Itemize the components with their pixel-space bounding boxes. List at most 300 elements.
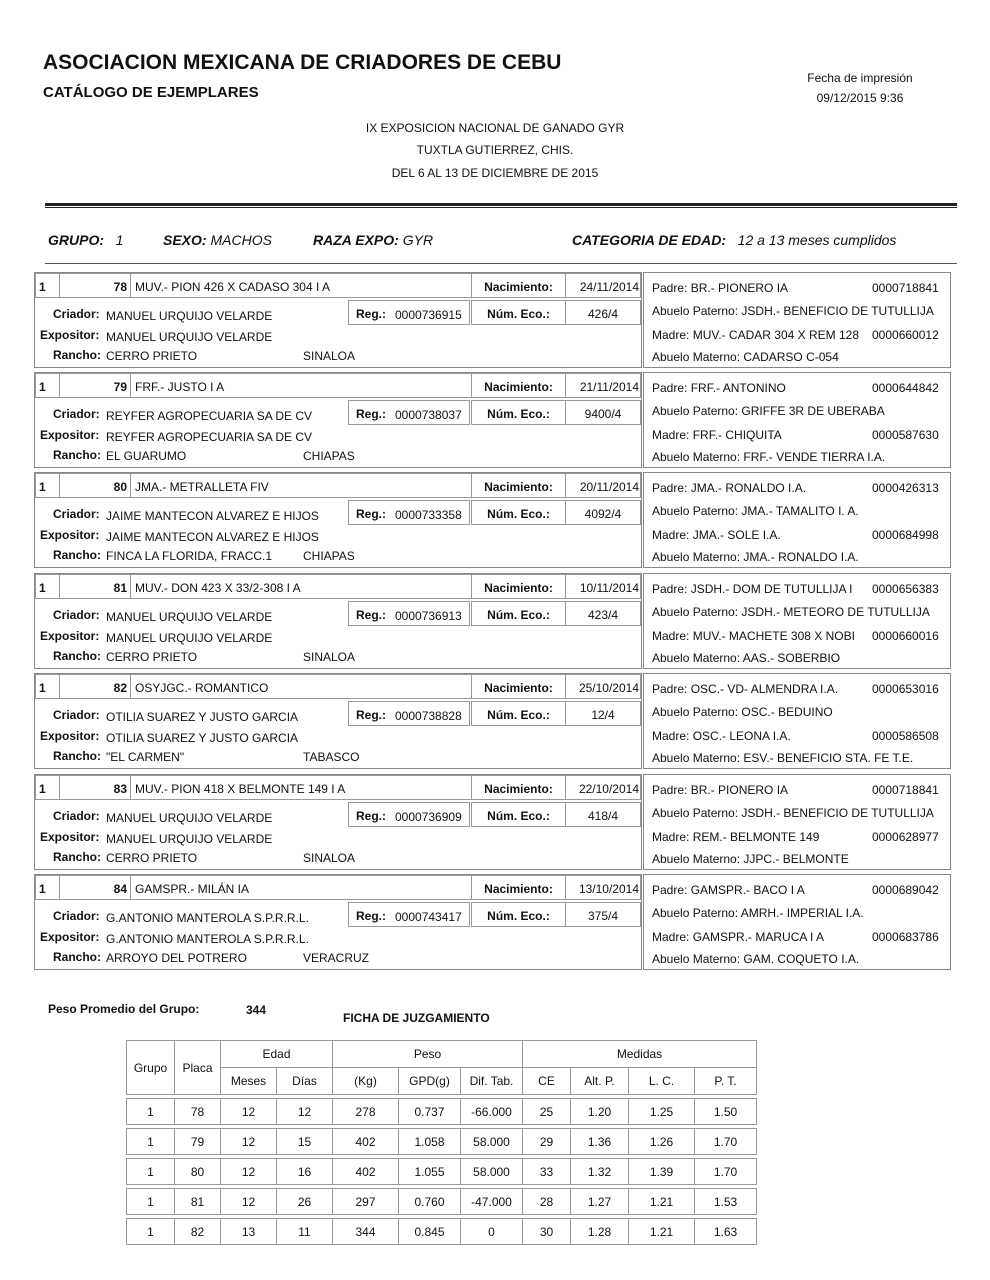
th-dif: Dif. Tab. (461, 1068, 523, 1095)
pedigree-padre (652, 883, 868, 897)
abuelo-materno-value: GAM. COQUETO I.A. (743, 952, 860, 966)
criador-label: Criador: (53, 507, 100, 521)
madre-reg: 0000684998 (872, 528, 939, 542)
th-placa: Placa (175, 1041, 221, 1095)
pedigree-abuelo-materno (652, 450, 948, 464)
record-main-panel (34, 372, 642, 468)
nacimiento-label: Nacimiento: (471, 775, 566, 800)
table-cell: 1.70 (695, 1129, 757, 1155)
table-cell: 297 (333, 1189, 399, 1215)
record-grupo: 1 (35, 574, 60, 599)
record-expositor: REYFER AGROPECUARIA SA DE CV (106, 430, 313, 444)
padre-label: Padre: (652, 582, 688, 596)
abuelo-materno-label: Abuelo Materno: (652, 852, 741, 866)
padre-value: BR.- PIONERO IA (690, 281, 789, 295)
table-cell: 33 (523, 1159, 571, 1185)
filter-grupo: GRUPO: 1 (48, 232, 124, 248)
abuelo-paterno-value: JSDH.- BENEFICIO DE TUTULLIJA (741, 806, 934, 820)
abuelo-paterno-value: JMA.- TAMALITO I. A. (741, 504, 859, 518)
madre-label: Madre: (652, 830, 690, 844)
filter-categoria: CATEGORIA DE EDAD: 12 a 13 meses cumplidos (572, 232, 897, 248)
pedigree-abuelo-materno (652, 852, 948, 866)
nacimiento-label: Nacimiento: (471, 373, 566, 398)
record-78 (34, 272, 951, 368)
th-dias: Días (277, 1068, 333, 1095)
record-estado: SINALOA (303, 650, 356, 664)
abuelo-materno-value: AAS.- SOBERBIO (742, 651, 841, 665)
padre-reg: 0000644842 (872, 381, 939, 395)
abuelo-paterno-value: OSC.- BEDUINO (741, 705, 833, 719)
num-eco-label: Núm. Eco.: (471, 802, 566, 827)
madre-value: MUV.- MACHETE 308 X NOBI (692, 629, 855, 643)
num-eco-label: Núm. Eco.: (471, 701, 566, 726)
th-kg: (Kg) (333, 1068, 399, 1095)
abuelo-paterno-label: Abuelo Paterno: (652, 806, 739, 820)
th-medidas: Medidas (523, 1041, 757, 1068)
madre-value: OSC.- LEONA I.A. (692, 729, 791, 743)
madre-reg: 0000586508 (872, 729, 939, 743)
record-reg: 0000738037 (395, 408, 462, 422)
criador-label: Criador: (53, 407, 100, 421)
record-estado: VERACRUZ (303, 951, 370, 965)
pedigree-abuelo-materno (652, 651, 948, 665)
padre-value: OSC.- VD- ALMENDRA I.A. (690, 682, 839, 696)
th-peso: Peso (333, 1041, 523, 1068)
table-cell: 1.70 (695, 1159, 757, 1185)
padre-label: Padre: (652, 682, 688, 696)
record-rancho: CERRO PRIETO (106, 349, 198, 363)
record-placa: 83 (59, 775, 131, 800)
table-row (127, 1159, 757, 1185)
table-cell: 28 (523, 1189, 571, 1215)
table-cell: 58.000 (461, 1129, 523, 1155)
th-pt: P. T. (695, 1068, 757, 1095)
table-cell: 0.737 (399, 1099, 461, 1125)
reg-label: Reg.: (348, 601, 470, 626)
record-reg: 0000738828 (395, 709, 462, 723)
madre-reg: 0000587630 (872, 428, 939, 442)
table-cell: 80 (175, 1159, 221, 1185)
padre-reg: 0000426313 (872, 481, 939, 495)
table-cell: 0.760 (399, 1189, 461, 1215)
reg-label: Reg.: (348, 300, 470, 325)
reg-label: Reg.: (348, 400, 470, 425)
abuelo-materno-value: FRF.- VENDE TIERRA I.A. (743, 450, 886, 464)
abuelo-paterno-label: Abuelo Paterno: (652, 404, 739, 418)
th-meses: Meses (221, 1068, 277, 1095)
record-rancho: EL GUARUMO (106, 449, 187, 463)
num-eco-label: Núm. Eco.: (471, 400, 566, 425)
record-num-eco: 12/4 (565, 701, 641, 726)
table-cell: 1 (127, 1099, 175, 1125)
pedigree-abuelo-materno (652, 550, 948, 564)
padre-reg: 0000656383 (872, 582, 939, 596)
pedigree-abuelo-materno (652, 350, 948, 364)
madre-reg: 0000660016 (872, 629, 939, 643)
madre-label: Madre: (652, 930, 690, 944)
record-grupo: 1 (35, 273, 60, 298)
padre-label: Padre: (652, 281, 688, 295)
record-83 (34, 774, 951, 870)
record-num-eco: 418/4 (565, 802, 641, 827)
record-pedigree-panel (643, 874, 951, 970)
event-name: IX EXPOSICION NACIONAL DE GANADO GYR (365, 121, 625, 135)
reg-label: Reg.: (348, 500, 470, 525)
table-cell: 1.50 (695, 1099, 757, 1125)
rancho-label: Rancho: (53, 448, 101, 462)
record-expositor: OTILIA SUAREZ Y JUSTO GARCIA (106, 731, 299, 745)
record-nombre: FRF.- JUSTO I A (130, 373, 472, 398)
record-criador: G.ANTONIO MANTEROLA S.P.R.R.L. (106, 911, 309, 925)
pedigree-madre (652, 729, 868, 743)
record-num-eco: 426/4 (565, 300, 641, 325)
madre-value: REM.- BELMONTE 149 (692, 830, 820, 844)
record-main-panel (34, 673, 642, 769)
expositor-label: Expositor: (40, 328, 100, 342)
rancho-label: Rancho: (53, 548, 101, 562)
record-main-panel (34, 573, 642, 669)
header-divider-thin (45, 207, 957, 208)
pedigree-abuelo-paterno (652, 504, 948, 518)
table-cell: 1.39 (629, 1159, 695, 1185)
record-rancho: "EL CARMEN" (106, 750, 185, 764)
record-criador: MANUEL URQUIJO VELARDE (106, 811, 273, 825)
madre-reg: 0000683786 (872, 930, 939, 944)
record-pedigree-panel (643, 472, 951, 568)
record-main-panel (34, 472, 642, 568)
peso-promedio-value: 344 (246, 1003, 267, 1017)
record-reg: 0000736913 (395, 609, 462, 623)
abuelo-paterno-value: JSDH.- BENEFICIO DE TUTULLIJA (741, 304, 934, 318)
padre-reg: 0000653016 (872, 682, 939, 696)
abuelo-materno-label: Abuelo Materno: (652, 450, 741, 464)
abuelo-materno-value: CADARSO C-054 (743, 350, 839, 364)
num-eco-label: Núm. Eco.: (471, 500, 566, 525)
record-pedigree-panel (643, 774, 951, 870)
peso-promedio-label: Peso Promedio del Grupo: (48, 1002, 200, 1016)
record-rancho: CERRO PRIETO (106, 851, 198, 865)
record-nacimiento: 10/11/2014 (565, 574, 641, 599)
record-81 (34, 573, 951, 669)
padre-value: FRF.- ANTONINO (690, 381, 786, 395)
abuelo-materno-value: ESV.- BENEFICIO STA. FE T.E. (743, 751, 914, 765)
table-cell: 402 (333, 1129, 399, 1155)
record-rancho: ARROYO DEL POTRERO (106, 951, 247, 965)
padre-reg: 0000718841 (872, 281, 939, 295)
criador-label: Criador: (53, 809, 100, 823)
record-pedigree-panel (643, 673, 951, 769)
rancho-label: Rancho: (53, 950, 101, 964)
abuelo-paterno-label: Abuelo Paterno: (652, 906, 739, 920)
table-cell: 78 (175, 1099, 221, 1125)
record-main-panel (34, 774, 642, 870)
abuelo-paterno-value: GRIFFE 3R DE UBERABA (741, 404, 885, 418)
table-cell: 1 (127, 1189, 175, 1215)
print-date: 09/12/2015 9:36 (816, 91, 904, 105)
abuelo-materno-label: Abuelo Materno: (652, 651, 741, 665)
table-cell: 1.28 (571, 1219, 629, 1245)
nacimiento-label: Nacimiento: (471, 473, 566, 498)
abuelo-materno-label: Abuelo Materno: (652, 952, 741, 966)
table-cell: 1 (127, 1219, 175, 1245)
record-estado: CHIAPAS (303, 549, 355, 563)
record-nacimiento: 22/10/2014 (565, 775, 641, 800)
table-cell: 1.25 (629, 1099, 695, 1125)
header-divider (45, 203, 957, 206)
abuelo-materno-value: JJPC.- BELMONTE (743, 852, 849, 866)
record-nacimiento: 24/11/2014 (565, 273, 641, 298)
table-cell: 58.000 (461, 1159, 523, 1185)
table-cell: 1.27 (571, 1189, 629, 1215)
judging-table (126, 1040, 757, 1245)
pedigree-madre (652, 930, 868, 944)
table-cell: 1.63 (695, 1219, 757, 1245)
record-placa: 80 (59, 473, 131, 498)
table-cell: 1.32 (571, 1159, 629, 1185)
table-cell: 29 (523, 1129, 571, 1155)
table-cell: 12 (221, 1159, 277, 1185)
record-criador: MANUEL URQUIJO VELARDE (106, 309, 273, 323)
padre-label: Padre: (652, 381, 688, 395)
table-row (127, 1189, 757, 1215)
record-nacimiento: 25/10/2014 (565, 674, 641, 699)
record-criador: JAIME MANTECON ALVAREZ E HIJOS (106, 509, 319, 523)
table-cell: 1.20 (571, 1099, 629, 1125)
abuelo-paterno-value: AMRH.- IMPERIAL I.A. (740, 906, 864, 920)
record-grupo: 1 (35, 373, 60, 398)
record-nacimiento: 20/11/2014 (565, 473, 641, 498)
record-expositor: JAIME MANTECON ALVAREZ E HIJOS (106, 530, 319, 544)
th-grupo: Grupo (127, 1041, 175, 1095)
record-grupo: 1 (35, 775, 60, 800)
table-cell: 16 (277, 1159, 333, 1185)
record-criador: OTILIA SUAREZ Y JUSTO GARCIA (106, 710, 299, 724)
record-main-panel (34, 272, 642, 368)
table-row (127, 1129, 757, 1155)
num-eco-label: Núm. Eco.: (471, 300, 566, 325)
pedigree-padre (652, 783, 868, 797)
record-nacimiento: 13/10/2014 (565, 875, 641, 900)
abuelo-materno-label: Abuelo Materno: (652, 350, 741, 364)
reg-label: Reg.: (348, 802, 470, 827)
record-estado: TABASCO (303, 750, 360, 764)
record-nombre: JMA.- METRALLETA FIV (130, 473, 472, 498)
madre-value: MUV.- CADAR 304 X REM 128 (692, 328, 859, 342)
table-cell: 0.845 (399, 1219, 461, 1245)
nacimiento-label: Nacimiento: (471, 574, 566, 599)
ficha-title: FICHA DE JUZGAMIENTO (343, 1011, 490, 1025)
record-rancho: FINCA LA FLORIDA, FRACC.1 (106, 549, 273, 563)
event-dates: DEL 6 AL 13 DE DICIEMBRE DE 2015 (391, 166, 599, 180)
padre-value: JSDH.- DOM DE TUTULLIJA I (690, 582, 853, 596)
num-eco-label: Núm. Eco.: (471, 601, 566, 626)
madre-label: Madre: (652, 629, 690, 643)
record-reg: 0000743417 (395, 910, 462, 924)
record-estado: SINALOA (303, 349, 356, 363)
padre-value: JMA.- RONALDO I.A. (690, 481, 807, 495)
table-row (127, 1099, 757, 1125)
madre-reg: 0000628977 (872, 830, 939, 844)
pedigree-madre (652, 428, 868, 442)
record-num-eco: 423/4 (565, 601, 641, 626)
padre-label: Padre: (652, 783, 688, 797)
madre-reg: 0000660012 (872, 328, 939, 342)
record-reg: 0000733358 (395, 508, 462, 522)
pedigree-abuelo-materno (652, 751, 948, 765)
record-placa: 81 (59, 574, 131, 599)
table-cell: 81 (175, 1189, 221, 1215)
table-cell: 26 (277, 1189, 333, 1215)
madre-value: GAMSPR.- MARUCA I A (692, 930, 825, 944)
filter-raza: RAZA EXPO: GYR (313, 232, 434, 248)
record-84 (34, 874, 951, 970)
page-title: ASOCIACION MEXICANA DE CRIADORES DE CEBU (43, 51, 562, 74)
pedigree-padre (652, 281, 868, 295)
pedigree-abuelo-paterno (652, 404, 948, 418)
pedigree-madre (652, 629, 868, 643)
table-cell: 12 (277, 1099, 333, 1125)
abuelo-paterno-label: Abuelo Paterno: (652, 705, 739, 719)
record-pedigree-panel (643, 272, 951, 368)
record-main-panel (34, 874, 642, 970)
madre-value: FRF.- CHIQUITA (692, 428, 782, 442)
record-reg: 0000736915 (395, 308, 462, 322)
record-grupo: 1 (35, 674, 60, 699)
expositor-label: Expositor: (40, 729, 100, 743)
rancho-label: Rancho: (53, 348, 101, 362)
filter-sexo: SEXO: MACHOS (163, 232, 272, 248)
table-cell: 402 (333, 1159, 399, 1185)
table-cell: 1 (127, 1159, 175, 1185)
table-cell: -66.000 (461, 1099, 523, 1125)
pedigree-padre (652, 381, 868, 395)
record-grupo: 1 (35, 875, 60, 900)
print-date-label: Fecha de impresión (807, 71, 913, 85)
pedigree-abuelo-materno (652, 952, 948, 966)
padre-label: Padre: (652, 481, 688, 495)
table-cell: 12 (221, 1099, 277, 1125)
pedigree-padre (652, 682, 868, 696)
record-estado: SINALOA (303, 851, 356, 865)
pedigree-padre (652, 582, 868, 596)
num-eco-label: Núm. Eco.: (471, 902, 566, 927)
pedigree-padre (652, 481, 868, 495)
record-num-eco: 4092/4 (565, 500, 641, 525)
record-grupo: 1 (35, 473, 60, 498)
record-nombre: MUV.- PION 426 X CADASO 304 I A (130, 273, 472, 298)
record-79 (34, 372, 951, 468)
record-nombre: MUV.- DON 423 X 33/2-308 I A (130, 574, 472, 599)
abuelo-paterno-value: JSDH.- METEORO DE TUTULLIJA (741, 605, 930, 619)
table-cell: 1.21 (629, 1189, 695, 1215)
expositor-label: Expositor: (40, 528, 100, 542)
table-cell: 25 (523, 1099, 571, 1125)
pedigree-madre (652, 830, 868, 844)
record-nombre: MUV.- PION 418 X BELMONTE 149 I A (130, 775, 472, 800)
table-cell: 12 (221, 1189, 277, 1215)
record-80 (34, 472, 951, 568)
record-82 (34, 673, 951, 769)
record-pedigree-panel (643, 573, 951, 669)
record-num-eco: 9400/4 (565, 400, 641, 425)
pedigree-abuelo-paterno (652, 304, 948, 318)
record-num-eco: 375/4 (565, 902, 641, 927)
padre-reg: 0000718841 (872, 783, 939, 797)
record-expositor: MANUEL URQUIJO VELARDE (106, 330, 273, 344)
abuelo-paterno-label: Abuelo Paterno: (652, 504, 739, 518)
filters-divider (45, 263, 957, 264)
record-expositor: G.ANTONIO MANTEROLA S.P.R.R.L. (106, 932, 309, 946)
record-rancho: CERRO PRIETO (106, 650, 198, 664)
madre-label: Madre: (652, 528, 690, 542)
table-cell: 15 (277, 1129, 333, 1155)
rancho-label: Rancho: (53, 749, 101, 763)
expositor-label: Expositor: (40, 629, 100, 643)
criador-label: Criador: (53, 708, 100, 722)
table-cell: 79 (175, 1129, 221, 1155)
padre-value: GAMSPR.- BACO I A (690, 883, 805, 897)
nacimiento-label: Nacimiento: (471, 273, 566, 298)
record-nombre: OSYJGC.- ROMANTICO (130, 674, 472, 699)
th-gpd: GPD(g) (399, 1068, 461, 1095)
pedigree-abuelo-paterno (652, 906, 948, 920)
criador-label: Criador: (53, 608, 100, 622)
th-ce: CE (523, 1068, 571, 1095)
record-estado: CHIAPAS (303, 449, 355, 463)
abuelo-paterno-label: Abuelo Paterno: (652, 304, 739, 318)
padre-value: BR.- PIONERO IA (690, 783, 789, 797)
pedigree-abuelo-paterno (652, 705, 948, 719)
table-cell: 1.055 (399, 1159, 461, 1185)
record-expositor: MANUEL URQUIJO VELARDE (106, 832, 273, 846)
record-nacimiento: 21/11/2014 (565, 373, 641, 398)
table-cell: 12 (221, 1129, 277, 1155)
pedigree-abuelo-paterno (652, 605, 948, 619)
record-expositor: MANUEL URQUIJO VELARDE (106, 631, 273, 645)
record-placa: 82 (59, 674, 131, 699)
th-altp: Alt. P. (571, 1068, 629, 1095)
record-nombre: GAMSPR.- MILÁN IA (130, 875, 472, 900)
abuelo-materno-label: Abuelo Materno: (652, 550, 741, 564)
record-criador: MANUEL URQUIJO VELARDE (106, 610, 273, 624)
table-cell: -47.000 (461, 1189, 523, 1215)
table-cell: 1.21 (629, 1219, 695, 1245)
table-cell: 0 (461, 1219, 523, 1245)
event-place: TUXTLA GUTIERREZ, CHIS. (416, 143, 574, 157)
padre-label: Padre: (652, 883, 688, 897)
expositor-label: Expositor: (40, 930, 100, 944)
table-row (127, 1219, 757, 1245)
th-edad: Edad (221, 1041, 333, 1068)
reg-label: Reg.: (348, 701, 470, 726)
rancho-label: Rancho: (53, 850, 101, 864)
abuelo-paterno-label: Abuelo Paterno: (652, 605, 739, 619)
table-cell: 1.26 (629, 1129, 695, 1155)
table-cell: 344 (333, 1219, 399, 1245)
madre-label: Madre: (652, 328, 690, 342)
rancho-label: Rancho: (53, 649, 101, 663)
pedigree-abuelo-paterno (652, 806, 948, 820)
abuelo-materno-label: Abuelo Materno: (652, 751, 741, 765)
record-reg: 0000736909 (395, 810, 462, 824)
table-cell: 1 (127, 1129, 175, 1155)
table-cell: 11 (277, 1219, 333, 1245)
page-subtitle: CATÁLOGO DE EJEMPLARES (43, 84, 259, 101)
record-placa: 84 (59, 875, 131, 900)
expositor-label: Expositor: (40, 830, 100, 844)
expositor-label: Expositor: (40, 428, 100, 442)
record-criador: REYFER AGROPECUARIA SA DE CV (106, 409, 313, 423)
